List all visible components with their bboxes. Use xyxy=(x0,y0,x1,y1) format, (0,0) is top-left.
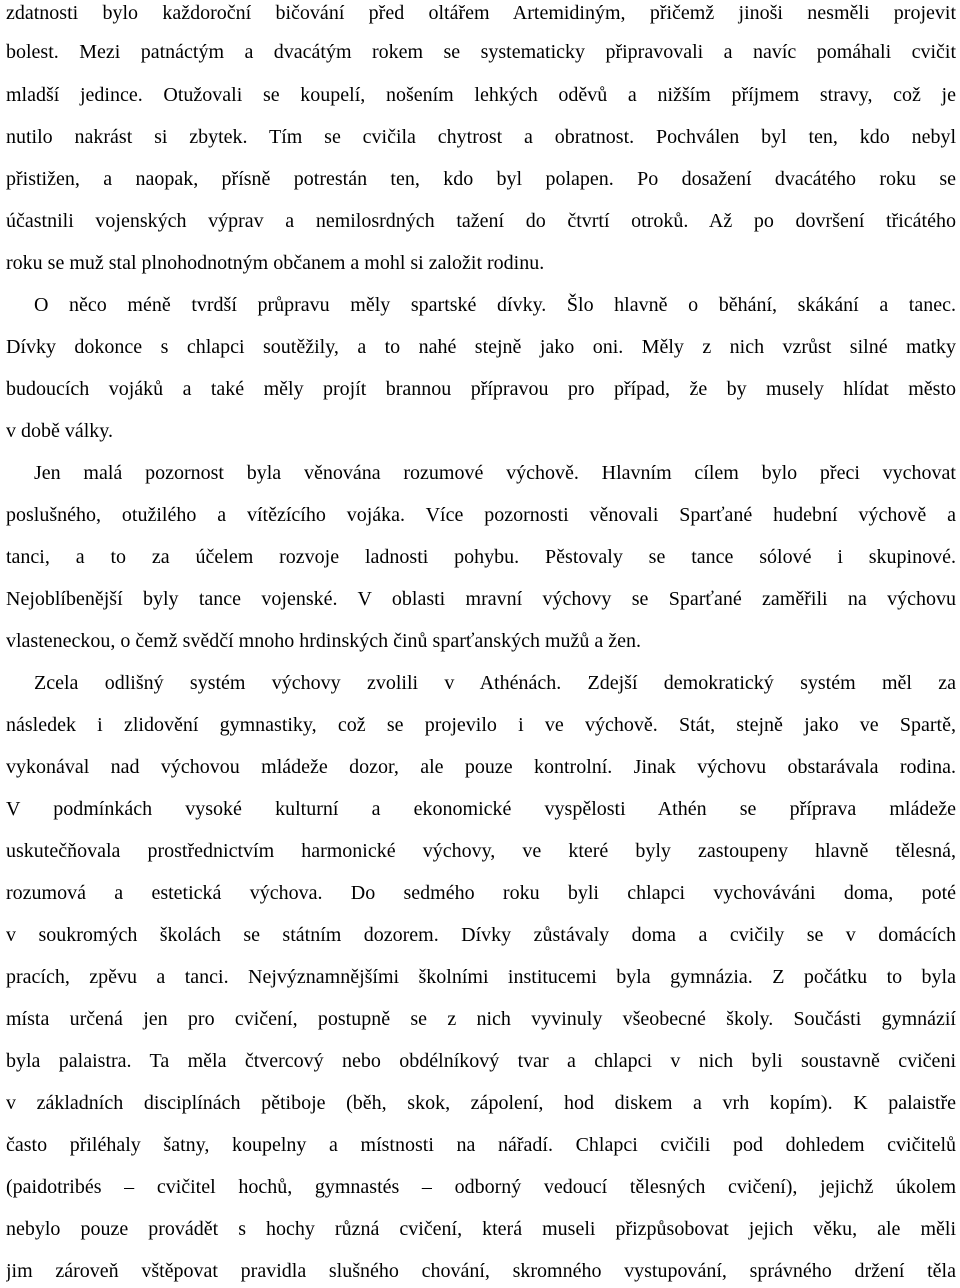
text-line: Zcela odlišný systém výchovy zvolili v Athénách. Zdejší demokratický systém měl za xyxy=(34,672,956,694)
text-line: poslušného, otužilého a vítězícího vojáka. Více pozornosti věnovali Sparťané hudební výchově a xyxy=(6,504,956,526)
text-line: často přiléhaly šatny, koupelny a místnosti na nářadí. Chlapci cvičili pod dohledem cvičitelů xyxy=(6,1134,956,1156)
text-line: uskutečňovala prostřednictvím harmonické výchovy, ve které byly zastoupeny hlavně tělesná, xyxy=(6,840,956,862)
text-line: Dívky dokonce s chlapci soutěžily, a to nahé stejně jako oni. Měly z nich vzrůst silné matky xyxy=(6,336,956,358)
text-line: O něco méně tvrdší průpravu měly spartské dívky. Šlo hlavně o běhání, skákání a tanec. xyxy=(34,294,956,316)
text-line: Nejoblíbenější byly tance vojenské. V oblasti mravní výchovy se Sparťané zaměřili na výchovu xyxy=(6,588,956,610)
text-line: v době války. xyxy=(6,420,114,442)
text-line: Jen malá pozornost byla věnována rozumové výchově. Hlavním cílem bylo přeci vychovat xyxy=(34,462,956,484)
text-line: mladší jedince. Otužovali se koupelí, nošením lehkých oděvů a nižším příjmem stravy, což je xyxy=(6,84,956,106)
text-line: vykonával nad výchovou mládeže dozor, ale pouze kontrolní. Jinak výchovu obstarávala rodina. xyxy=(6,756,956,778)
text-line: místa určená jen pro cvičení, postupně se z nich vyvinuly všeobecné školy. Součásti gymnázií xyxy=(6,1008,956,1030)
text-line: vlasteneckou, o čemž svědčí mnoho hrdinských činů sparťanských mužů a žen. xyxy=(6,630,642,652)
text-line: pracích, zpěvu a tanci. Nejvýznamnějšími školními institucemi byla gymnázia. Z počátku to byla xyxy=(6,966,956,988)
text-line: nebylo pouze provádět s hochy různá cvičení, která museli přizpůsobovat jejich věku, ale měli xyxy=(6,1218,956,1240)
text-line: přistižen, a naopak, přísně potrestán ten, kdo byl polapen. Po dosažení dvacátého roku se xyxy=(6,168,956,190)
document-page xyxy=(6,0,956,1288)
text-line: budoucích vojáků a také měly projít brannou přípravou pro případ, že by musely hlídat město xyxy=(6,378,956,400)
text-line: následek i zlidovění gymnastiky, což se projevilo i ve výchově. Stát, stejně jako ve Spartě, xyxy=(6,714,956,736)
text-line: nutilo nakrást si zbytek. Tím se cvičila chytrost a obratnost. Pochválen byl ten, kdo nebyl xyxy=(6,126,956,148)
text-line: byla palaistra. Ta měla čtvercový nebo obdélníkový tvar a chlapci v nich byli soustavně cvičeni xyxy=(6,1050,956,1072)
text-line: jim zároveň vštěpovat pravidla slušného chování, skromného vystupování, správného držení těla xyxy=(6,1260,956,1282)
text-line: v soukromých školách se státním dozorem. Dívky zůstávaly doma a cvičily se v domácích xyxy=(6,924,956,946)
text-line: tanci, a to za účelem rozvoje ladnosti pohybu. Pěstovaly se tance sólové i skupinové. xyxy=(6,546,956,568)
text-line: bolest. Mezi patnáctým a dvacátým rokem se systematicky připravovali a navíc pomáhali cvičit xyxy=(6,41,956,63)
text-line: v základních disciplínách pětiboje (běh, skok, zápolení, hod diskem a vrh kopím). K palaistře xyxy=(6,1092,956,1114)
text-line: rozumová a estetická výchova. Do sedmého roku byli chlapci vychováváni doma, poté xyxy=(6,882,956,904)
text-line: zdatnosti bylo každoroční bičování před oltářem Artemidiným, přičemž jinoši nesměli projevit xyxy=(6,2,956,24)
text-line: V podmínkách vysoké kulturní a ekonomické vyspělosti Athén se příprava mládeže xyxy=(6,798,956,820)
text-line: (paidotribés – cvičitel hochů, gymnastés – odborný vedoucí tělesných cvičení), jejichž úkolem xyxy=(6,1176,956,1198)
text-line: roku se muž stal plnohodnotným občanem a mohl si založit rodinu. xyxy=(6,252,545,274)
text-line: účastnili vojenských výprav a nemilosrdných tažení do čtvrtí otroků. Až po dovršení třicátého xyxy=(6,210,956,232)
